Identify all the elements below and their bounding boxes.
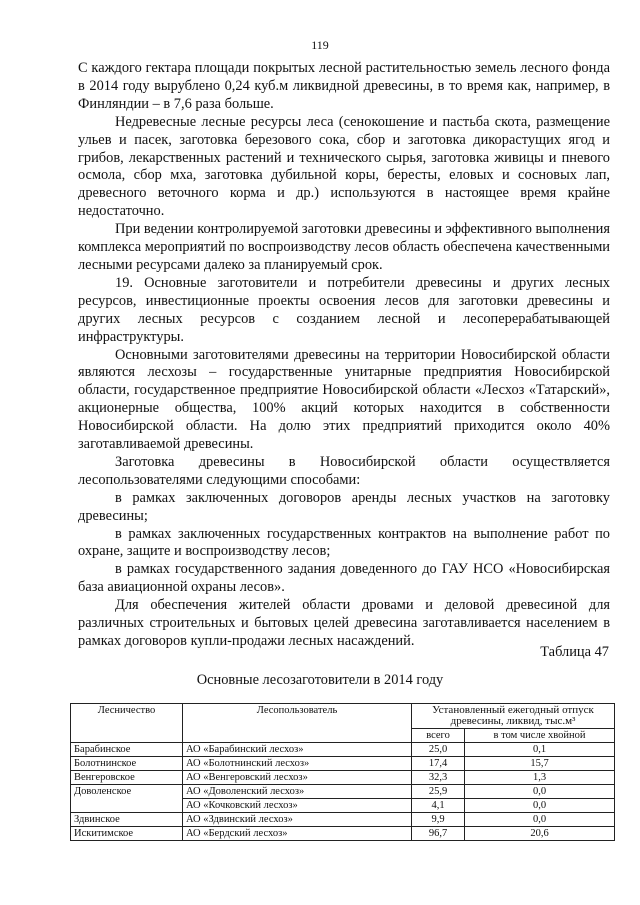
cell-user: АО «Бердский лесхоз» [183,827,412,841]
header-total: всего [412,729,465,743]
cell-conifer: 15,7 [465,757,615,771]
cell-forestry: Барабинское [71,743,183,757]
cell-total: 9,9 [412,813,465,827]
paragraph: Недревесные лесные ресурсы леса (сенокошение и пастьба скота, размещение ульев и пасек, заготовка березового сока, сбор и заготовка дикорастущих ягод и грибов, лекарственных растений и технического сырья, заготовка живицы и пневого осмола, сбор мха, заготовка дубильной коры, бересты, еловых и сосновых лап, древесного веточного корма и др.) используются в настоящее время крайне недостаточно. [78,113,610,220]
cell-total: 25,0 [412,743,465,757]
table-row [71,827,615,841]
list-item: в рамках заключенных договоров аренды лесных участков на заготовку древесины; [78,489,610,524]
cell-forestry: Доволенское [71,785,183,813]
table-row [71,743,615,757]
cell-total: 32,3 [412,771,465,785]
document-body [78,60,610,651]
header-user: Лесопользователь [183,704,412,743]
cell-conifer: 0,0 [465,785,615,799]
page-number: 119 [311,38,329,52]
paragraph: Заготовка древесины в Новосибирской области осуществляется лесопользователями следующими способами: [78,453,610,488]
header-forestry: Лесничество [71,704,183,743]
cell-total: 25,9 [412,785,465,799]
table-label: Таблица 47 [540,644,609,660]
cell-user: АО «Барабинский лесхоз» [183,743,412,757]
cell-forestry: Искитимское [71,827,183,841]
cell-total: 4,1 [412,799,465,813]
cell-total: 17,4 [412,757,465,771]
cell-conifer: 0,0 [465,813,615,827]
cell-conifer: 1,3 [465,771,615,785]
table-title: Основные лесозаготовители в 2014 году [196,672,444,688]
header-volume: Установленный ежегодный отпуск древесины, ликвид, тыс.м³ [412,704,615,729]
paragraph: При ведении контролируемой заготовки древесины и эффективного выполнения комплекса мероприятий по воспроизводству лесов область обеспечена качественными лесными ресурсами далеко за планируемый срок. [78,221,610,273]
cell-conifer: 20,6 [465,827,615,841]
cell-user: АО «Венгеровский лесхоз» [183,771,412,785]
cell-conifer: 0,1 [465,743,615,757]
header-conifer: в том числе хвойной [465,729,615,743]
paragraph: С каждого гектара площади покрытых лесной растительностью земель лесного фонда в 2014 году вырублено 0,24 куб.м ликвидной древесины, в то время как, например, в Финляндии – в 7,6 раза больше. [78,60,610,112]
cell-user: АО «Здвинский лесхоз» [183,813,412,827]
cell-total: 96,7 [412,827,465,841]
cell-user: АО «Доволенский лесхоз» [183,785,412,799]
section-paragraph: 19. Основные заготовители и потребители древесины и других лесных ресурсов, инвестиционные проекты освоения лесов для заготовки древесины и других лесных ресурсов с созданием лесной и лесоперерабатывающей инфраструктуры. [78,274,610,345]
loggers-table [70,703,615,841]
table-row [71,813,615,827]
cell-forestry: Венгеровское [71,771,183,785]
cell-forestry: Здвинское [71,813,183,827]
cell-user: АО «Кочковский лесхоз» [183,799,412,813]
cell-forestry: Болотнинское [71,757,183,771]
table-row [71,771,615,785]
paragraph: Основными заготовителями древесины на территории Новосибирской области являются лесхозы – государственные унитарные предприятия Новосибирской области, государственное предприятие Новосибирской области «Лесхоз «Татарский», акционерные общества, 100% акций которых находится в собственности Новосибирской области. На долю этих предприятий приходится около 40% заготавливаемой древесины. [78,346,610,453]
cell-conifer: 0,0 [465,799,615,813]
paragraph: Для обеспечения жителей области дровами и деловой древесиной для различных строительных и бытовых целей древесина заготавливается населением в рамках договоров купли-продажи лесных насаждений. [78,597,610,649]
table-row [71,785,615,799]
cell-user: АО «Болотнинский лесхоз» [183,757,412,771]
table-header-row [71,704,615,729]
table-row [71,757,615,771]
list-item: в рамках заключенных государственных контрактов на выполнение работ по охране, защите и воспроизводству лесов; [78,525,610,560]
list-item: в рамках государственного задания доведенного до ГАУ НСО «Новосибирская база авиационной охраны лесов». [78,561,610,596]
